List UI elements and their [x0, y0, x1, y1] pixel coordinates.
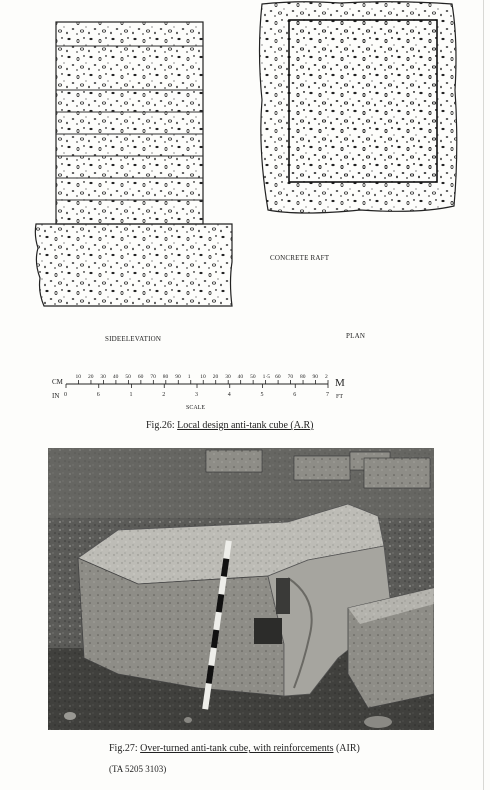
side-elevation-label: SIDEELEVATION [105, 335, 162, 343]
scale-cm-tick-label: 20 [87, 374, 94, 380]
concrete-raft-label: CONCRETE RAFT [270, 254, 330, 262]
scale-cm-tick-label: 50 [125, 374, 131, 380]
scale-in-tick-label: 2 [162, 392, 166, 398]
scale-in-tick-label: 0 [64, 392, 67, 398]
scale-in-label: IN [52, 392, 60, 400]
photograph-anti-tank-cube [48, 448, 434, 730]
scale-cm-tick-label: 30 [100, 374, 106, 380]
scale-cm-tick-label: 70 [150, 374, 156, 380]
scale-ft-unit: FT [336, 394, 344, 400]
scale-m-unit: M [335, 377, 345, 389]
plan-label: PLAN [346, 332, 366, 340]
scale-cm-tick-label: 1·5 [262, 374, 270, 380]
scale-cm-tick-label: 30 [225, 374, 231, 380]
scale-in-tick-label: 6 [96, 392, 100, 398]
scale-in-tick-label: 1 [129, 392, 133, 398]
scale-cm-tick-label: 50 [250, 374, 256, 380]
scale-in-tick-label: 6 [293, 392, 297, 398]
scale-cm-tick-label: 90 [312, 374, 319, 380]
scale-cm-tick-label: 20 [212, 374, 219, 380]
scale-cm-tick-label: 1 [187, 374, 191, 380]
fig27-grid-reference: (TA 5205 3103) [109, 764, 167, 774]
fig27-number: Fig.27: [109, 743, 138, 754]
scale-in-tick-label: 4 [227, 392, 231, 398]
scale-in-tick-label: 7 [326, 392, 329, 398]
scale-cm-tick-label: 2 [325, 374, 328, 380]
fig26-number: Fig.26: [146, 420, 175, 431]
scale-word: SCALE [186, 405, 206, 411]
scale-cm-tick-label: 90 [175, 374, 181, 380]
fig27-caption [109, 743, 360, 754]
fig27-source: (AIR) [335, 743, 360, 754]
scale-cm-tick-label: 40 [237, 374, 244, 380]
scale-cm-tick-label: 10 [75, 374, 81, 380]
scale-cm-tick-label: 70 [287, 374, 294, 380]
scale-ticks [64, 374, 329, 398]
scale-cm-tick-label: 40 [112, 374, 119, 380]
scale-in-tick-label: 3 [195, 392, 198, 398]
fig27-title: Over-turned anti-tank cube, with reinforcements [140, 743, 334, 754]
scale-cm-tick-label: 10 [200, 374, 206, 380]
scale-cm-tick-label: 60 [275, 374, 281, 380]
scale-cm-tick-label: 80 [162, 374, 169, 380]
fig26-title: Local design anti-tank cube (A.R) [177, 420, 314, 431]
fig26-caption [146, 420, 313, 431]
scale-cm-tick-label: 80 [300, 374, 306, 380]
scale-in-tick-label: 5 [260, 392, 264, 398]
scale-cm-tick-label: 60 [137, 374, 144, 380]
scale-cm-label: CM [52, 378, 63, 386]
